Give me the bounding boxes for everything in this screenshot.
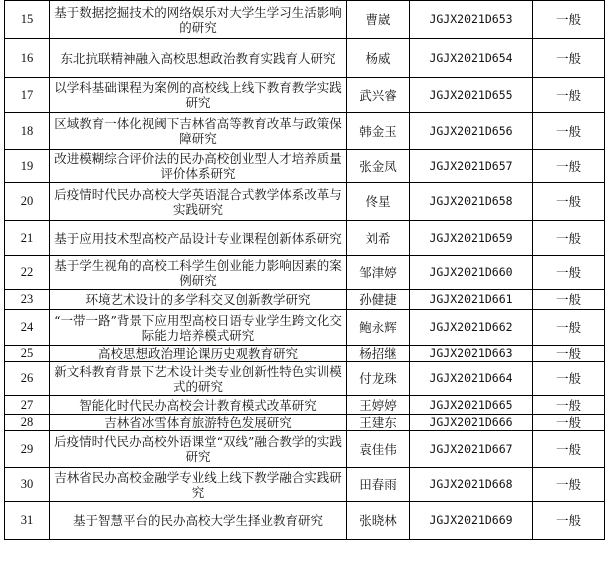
project-number-cell: 16: [5, 39, 50, 78]
project-leader-cell: 杨招继: [347, 346, 410, 362]
project-number-cell: 15: [5, 1, 50, 39]
project-level-cell: 一般: [533, 431, 605, 468]
project-leader-cell: 韩金玉: [347, 113, 410, 150]
project-number-cell: 19: [5, 150, 50, 183]
table-row: [5, 113, 605, 150]
project-number-cell: 23: [5, 290, 50, 310]
project-leader-cell: 付龙珠: [347, 362, 410, 396]
project-level-cell: 一般: [533, 346, 605, 362]
project-level-cell: 一般: [533, 468, 605, 502]
project-code-cell: JGJX2021D654: [410, 39, 533, 78]
project-title-cell: 以学科基础课程为案例的高校线上线下教育教学实践研究: [50, 78, 347, 113]
project-leader-cell: 王建东: [347, 415, 410, 431]
project-number-cell: 30: [5, 468, 50, 502]
project-leader-cell: 张金凤: [347, 150, 410, 183]
table-row: [5, 150, 605, 183]
table-row: [5, 502, 605, 540]
project-leader-cell: 鲍永辉: [347, 310, 410, 346]
project-code-cell: JGJX2021D664: [410, 362, 533, 396]
project-number-cell: 21: [5, 221, 50, 256]
project-leader-cell: 田春雨: [347, 468, 410, 502]
project-code-cell: JGJX2021D666: [410, 415, 533, 431]
project-level-cell: 一般: [533, 256, 605, 290]
project-list-body: [5, 1, 605, 540]
project-title-cell: 基于数据挖掘技术的网络娱乐对大学生学习生活影响的研究: [50, 1, 347, 39]
project-number-cell: 27: [5, 396, 50, 415]
project-leader-cell: 孙健捷: [347, 290, 410, 310]
project-number-cell: 18: [5, 113, 50, 150]
table-row: [5, 1, 605, 39]
project-code-cell: JGJX2021D663: [410, 346, 533, 362]
project-number-cell: 25: [5, 346, 50, 362]
table-row: [5, 346, 605, 362]
project-title-cell: 智能化时代民办高校会计教育模式改革研究: [50, 396, 347, 415]
project-leader-cell: 武兴睿: [347, 78, 410, 113]
project-level-cell: 一般: [533, 310, 605, 346]
project-code-cell: JGJX2021D669: [410, 502, 533, 540]
project-code-cell: JGJX2021D656: [410, 113, 533, 150]
project-code-cell: JGJX2021D665: [410, 396, 533, 415]
table-row: [5, 39, 605, 78]
project-leader-cell: 袁佳伟: [347, 431, 410, 468]
project-level-cell: 一般: [533, 290, 605, 310]
project-level-cell: 一般: [533, 502, 605, 540]
table-row: [5, 362, 605, 396]
project-title-cell: 后疫情时代民办高校外语课堂“双线”融合教学的实践研究: [50, 431, 347, 468]
project-title-cell: 基于应用技术型高校产品设计专业课程创新体系研究: [50, 221, 347, 256]
table-row: [5, 290, 605, 310]
project-leader-cell: 邹津婷: [347, 256, 410, 290]
table-row: [5, 183, 605, 221]
project-code-cell: JGJX2021D653: [410, 1, 533, 39]
table-row: [5, 415, 605, 431]
project-number-cell: 24: [5, 310, 50, 346]
table-row: [5, 221, 605, 256]
project-title-cell: 基于学生视角的高校工科学生创业能力影响因素的案例研究: [50, 256, 347, 290]
project-code-cell: JGJX2021D657: [410, 150, 533, 183]
project-number-cell: 31: [5, 502, 50, 540]
project-level-cell: 一般: [533, 113, 605, 150]
project-title-cell: “一带一路”背景下应用型高校日语专业学生跨文化交际能力培养模式研究: [50, 310, 347, 346]
table-row: [5, 431, 605, 468]
table-row: [5, 256, 605, 290]
project-level-cell: 一般: [533, 39, 605, 78]
table-row: [5, 468, 605, 502]
project-level-cell: 一般: [533, 396, 605, 415]
project-level-cell: 一般: [533, 1, 605, 39]
project-code-cell: JGJX2021D662: [410, 310, 533, 346]
table-row: [5, 396, 605, 415]
project-leader-cell: 王婷婷: [347, 396, 410, 415]
project-code-cell: JGJX2021D667: [410, 431, 533, 468]
table-row: [5, 78, 605, 113]
project-leader-cell: 张晓林: [347, 502, 410, 540]
project-leader-cell: 曹崴: [347, 1, 410, 39]
project-code-cell: JGJX2021D659: [410, 221, 533, 256]
project-number-cell: 28: [5, 415, 50, 431]
project-number-cell: 26: [5, 362, 50, 396]
project-title-cell: 吉林省冰雪体育旅游特色发展研究: [50, 415, 347, 431]
project-code-cell: JGJX2021D661: [410, 290, 533, 310]
project-leader-cell: 佟星: [347, 183, 410, 221]
project-number-cell: 20: [5, 183, 50, 221]
project-title-cell: 高校思想政治理论课历史观教育研究: [50, 346, 347, 362]
project-title-cell: 基于智慧平台的民办高校大学生择业教育研究: [50, 502, 347, 540]
project-level-cell: 一般: [533, 221, 605, 256]
project-number-cell: 22: [5, 256, 50, 290]
project-list-table: [4, 0, 605, 540]
project-title-cell: 改进模糊综合评价法的民办高校创业型人才培养质量评价体系研究: [50, 150, 347, 183]
project-title-cell: 环境艺术设计的多学科交叉创新教学研究: [50, 290, 347, 310]
table-row: [5, 310, 605, 346]
project-title-cell: 东北抗联精神融入高校思想政治教育实践育人研究: [50, 39, 347, 78]
project-leader-cell: 杨威: [347, 39, 410, 78]
project-title-cell: 后疫情时代民办高校大学英语混合式教学体系改革与实践研究: [50, 183, 347, 221]
project-level-cell: 一般: [533, 362, 605, 396]
project-number-cell: 17: [5, 78, 50, 113]
project-number-cell: 29: [5, 431, 50, 468]
project-title-cell: 新文科教育背景下艺术设计类专业创新性特色实训模式的研究: [50, 362, 347, 396]
project-level-cell: 一般: [533, 78, 605, 113]
project-level-cell: 一般: [533, 415, 605, 431]
project-title-cell: 区域教育一体化视阈下吉林省高等教育改革与政策保障研究: [50, 113, 347, 150]
project-code-cell: JGJX2021D655: [410, 78, 533, 113]
project-title-cell: 吉林省民办高校金融学专业线上线下教学融合实践研究: [50, 468, 347, 502]
project-level-cell: 一般: [533, 183, 605, 221]
project-code-cell: JGJX2021D658: [410, 183, 533, 221]
project-leader-cell: 刘希: [347, 221, 410, 256]
project-code-cell: JGJX2021D668: [410, 468, 533, 502]
project-level-cell: 一般: [533, 150, 605, 183]
project-code-cell: JGJX2021D660: [410, 256, 533, 290]
